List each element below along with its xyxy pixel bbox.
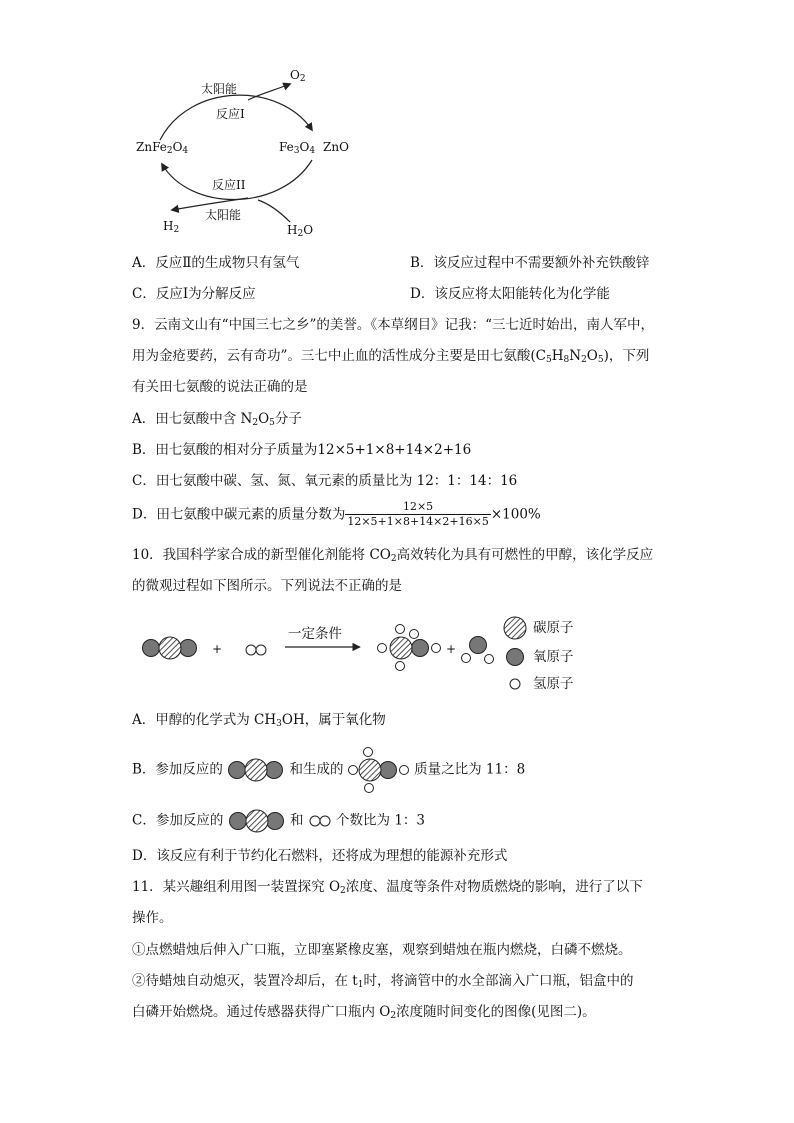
q11-stem-line2: 操作。 <box>132 910 173 926</box>
q9-option-b: B．田七氨酸的相对分子质量为12×5+1×8+14×2+16 <box>132 442 472 458</box>
q11-step2-line1: ②待蜡烛自动熄灭，装置冷却后，在 $t_1$时，将滴管中的水全部滴入广口瓶，铝盒中的 <box>132 973 634 990</box>
label-solar-bottom: 太阳能 <box>205 208 242 222</box>
option-c-co2-icon <box>228 808 286 834</box>
q10-option-d: D．该反应有利于节约化石燃料，还将成为理想的能源补充形式 <box>132 848 508 864</box>
methanol-molecule <box>378 625 441 671</box>
label-fe3o4: $Fe_3O_4$ <box>279 140 316 156</box>
co2-molecule <box>143 637 197 659</box>
q9-option-a: A．田七氨酸中含 $N_2O_5$分子 <box>132 411 302 428</box>
legend-oxygen-icon <box>507 649 524 666</box>
label-h2: $H_2$ <box>163 219 180 235</box>
q11-stem-line1: 11．某兴趣组利用图一装置探究 $O_2$浓度、温度等条件对物质燃烧的影响，进行了以下 <box>132 879 643 896</box>
legend-carbon-label: 碳原子 <box>533 620 574 636</box>
label-zno: ZnO <box>323 140 349 154</box>
q10-stem-line1: 10．我国科学家合成的新型催化剂能将 $CO_2$高效转化为具有可燃性的甲醇，该化学反应 <box>132 547 654 564</box>
q10-condition-label: 一定条件 <box>288 626 342 642</box>
q10-option-a: A．甲醇的化学式为 $CH_3OH$，属于氧化物 <box>132 712 386 729</box>
label-o2: $O_2$ <box>290 68 306 84</box>
q9-stem-line1: 9．云南文山有“中国三七之乡”的美誉。《本草纲目》记我：“三七近时始出，南人军中， <box>132 317 655 333</box>
label-znfe2o4: $ZnFe_2O_4$ <box>136 140 189 156</box>
q8-option-d: D．该反应将太阳能转化为化学能 <box>410 286 610 302</box>
water-molecule <box>462 637 494 664</box>
q10-option-b: B．参加反应的 和生成的 质量之比为 11：8 <box>132 747 525 793</box>
q9-option-d-fraction: $\frac{12\times 5}{12\times 5+1\times 8+14\times 2+16\times 5}$ <box>347 500 489 528</box>
q9-stem-line3: 有关田七氨酸的说法正确的是 <box>132 379 308 395</box>
option-b-methanol-icon <box>348 747 410 793</box>
option-b-co2-icon <box>227 757 285 783</box>
label-solar-top: 太阳能 <box>201 82 238 96</box>
legend-carbon-icon <box>504 617 526 639</box>
label-reaction1: 反应I <box>216 107 245 121</box>
label-reaction2: 反应II <box>212 178 246 192</box>
h2o-input-arrow <box>258 200 290 222</box>
q9-option-c: C．田七氨酸中碳、氢、氮、氧元素的质量比为 12：1：14：16 <box>132 473 518 489</box>
o2-release-arrow <box>248 84 290 100</box>
q10-plus-2: + <box>446 642 457 656</box>
q10-reaction-diagram <box>130 612 600 702</box>
legend-oxygen-label: 氧原子 <box>533 649 574 665</box>
q8-option-c: C．反应Ⅰ为分解反应 <box>132 286 256 302</box>
q11-step1: ①点燃蜡烛后伸入广口瓶，立即塞紧橡皮塞，观察到蜡烛在瓶内燃烧，白磷不燃烧。 <box>132 942 632 958</box>
q8-option-a: A．反应Ⅱ的生成物只有氢气 <box>132 255 300 271</box>
q9-option-d: D．田七氨酸中碳元素的质量分数为 $\frac{12\times 5}{12\times 5+1\times 8+14\times 2+16\times 5}$ ×100% <box>132 500 541 528</box>
h2-molecule <box>246 645 266 655</box>
legend-hydrogen-label: 氢原子 <box>533 676 574 692</box>
q9-stem-line2: 用为金疮要药，云有奇功”。三七中止血的活性成分主要是田七氨酸$(C_5H_8N_2O_5)$，下列 <box>132 348 650 365</box>
label-h2o: $H_2O$ <box>287 223 314 239</box>
q10-plus-1: + <box>212 642 223 656</box>
legend-hydrogen-icon <box>510 679 520 689</box>
q10-option-c: C．参加反应的 和 个数比为 1：3 <box>132 808 425 834</box>
q11-step2-line2: 白磷开始燃烧。通过传感器获得广口瓶内 $O_2$浓度随时间变化的图像(见图二)。 <box>132 1004 596 1021</box>
q8-option-b: B．该反应过程中不需要额外补充铁酸锌 <box>410 255 650 271</box>
q10-stem-line2: 的微观过程如下图所示。下列说法不正确的是 <box>132 578 402 594</box>
option-c-h2-icon <box>308 814 332 828</box>
